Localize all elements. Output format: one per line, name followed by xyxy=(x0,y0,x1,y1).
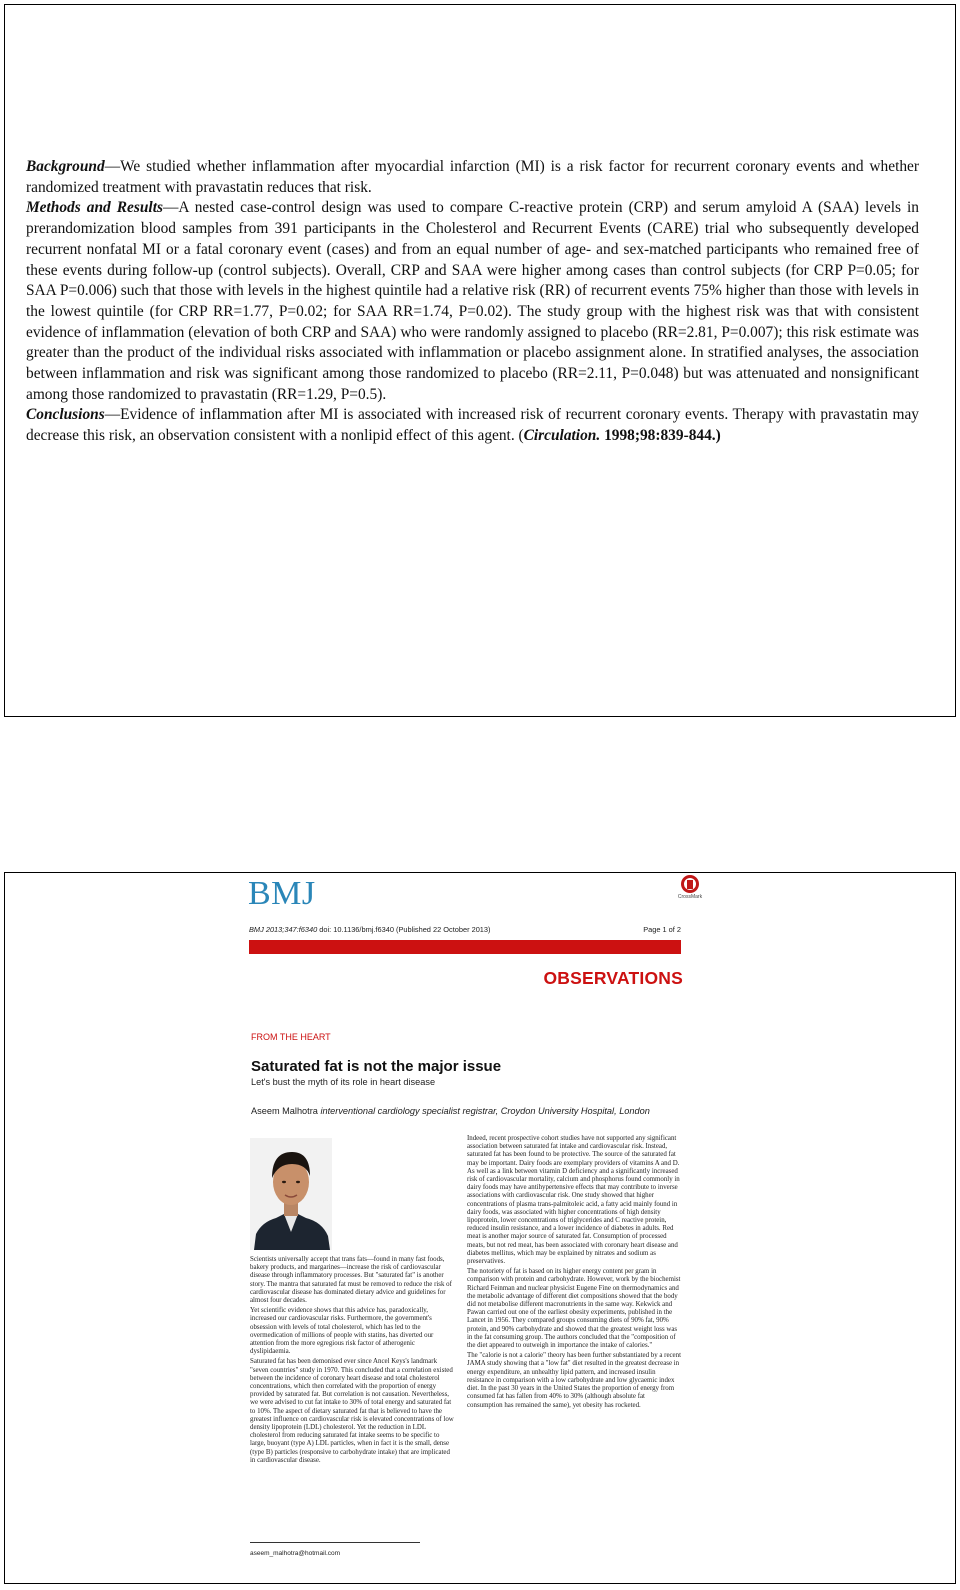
kicker: FROM THE HEART xyxy=(251,1032,331,1042)
article-column-right xyxy=(467,1135,681,1412)
paragraph: Saturated fat has been demonised ever since Ancel Keys's landmark "seven countries" study in 1970. This concluded that a correlation existed between the incidence of coronary heart disease and total cholesterol concentrations, which then correlated with the proportion of energy provided by saturated fat. But correlation is not causation. Nevertheless, we were advised to cut fat intake to 30% of total energy and saturated fat to 10%. The aspect of dietary saturated fat that is believed to have the greatest influence on cardiovascular risk is elevated concentrations of low density lipoprotein (LDL) cholesterol. Yet the reduction in LDL cholesterol from reducing saturated fat intake seems to be specific to large, buoyant (type A) LDL particles, when in fact it is the small, dense (type B) particles (responsive to carbohydrate intake) that are implicated in cardiovascular disease. xyxy=(250,1358,454,1464)
author-portrait-image xyxy=(250,1138,332,1250)
article-subtitle: Let's bust the myth of its role in heart disease xyxy=(251,1077,436,1087)
background-text: —We studied whether inflammation after myocardial infarction (MI) is a risk factor for recurrent coronary events and whether randomized treatment with pravastatin reduces that risk. xyxy=(26,158,919,196)
journal-ref: BMJ 2013;347:f6340 xyxy=(249,925,318,934)
paragraph: The "calorie is not a calorie" theory has been further substantiated by a recent JAMA study showing that a "low fat" diet resulted in the greatest decrease in energy expenditure, an unhealthy lipid pattern, and increased insulin resistance in comparison with a low carbohydrate and low glycaemic index diet. In the past 30 years in the United States the proportion of energy from consumed fat has fallen from 40% to 30% (although absolute fat consumption has remained the same), yet obesity has rocketed. xyxy=(467,1352,681,1409)
abstract-background xyxy=(26,157,919,198)
abstract-methods xyxy=(26,198,919,405)
section-heading: OBSERVATIONS xyxy=(543,968,683,988)
bmj-logo: BMJ xyxy=(248,875,316,912)
crossmark-label: CrossMark xyxy=(677,894,703,900)
paragraph: Indeed, recent prospective cohort studies have not supported any significant association between saturated fat intake and cardiovascular risk. Instead, saturated fat has been found to be protective. The source of the saturated fat may be important. Dairy foods are exemplary providers of vitamins A and D. As well as a link between vitamin D deficiency and a significantly increased risk of cardiovascular mortality, calcium and phosphorus found commonly in dairy foods may have antihypertensive effects that may contribute to inverse associations with cardiovascular risk. One study showed that higher concentrations of plasma trans-palmitoleic acid, a fatty acid mainly found in dairy foods, was associated with higher concentrations of high density lipoprotein, lower concentrations of triglycerides and C reactive protein, reduced insulin resistance, and a lower incidence of diabetes in adults. Red meat is another major source of saturated fat. Consumption of processed meats, but not red meat, has been associated with coronary heart disease and diabetes mellitus, which may be explained by nitrates and sodium as preservatives. xyxy=(467,1135,680,1266)
author-email[interactable]: aseem_malhotra@hotmail.com xyxy=(250,1550,341,1557)
paragraph: Yet scientific evidence shows that this advice has, paradoxically, increased our cardiovascular risks. Furthermore, the government's obsession with levels of total cholesterol, which has led to the overmedication of millions of people with statins, has diverted our attention from the more egregious risk factor of atherogenic dyslipidaemia. xyxy=(250,1307,434,1356)
citation-ref: 1998;98:839-844.) xyxy=(604,427,721,445)
conclusions-text: —Evidence of inflammation after MI is associated with increased risk of recurrent coronary events. Therapy with pravastatin may decrease this risk, an observation consistent with a nonlipid effect of this agent. ( xyxy=(26,406,919,445)
paragraph: The notoriety of fat is based on its higher energy content per gram in comparison with protein and carbohydrate. However, work by the biochemist Richard Feinman and nuclear physicist Eugene Fine on thermodynamics and the metabolic advantage of different diet compositions showed that the body did not metabolise different macronutrients in the same way. Kekwick and Pawan carried out one of the earliest obesity experiments, published in the Lancet in 1956. They compared groups consuming diets of 90% fat, 90% protein, and 90% carbohydrate and showed that the greatest weight loss was in the fat consuming group. The authors concluded that the "composition of the diet appeared to outweigh in importance the intake of calories." xyxy=(467,1268,681,1350)
abstract-page xyxy=(4,4,956,717)
published-date: (Published 22 October 2013) xyxy=(396,925,491,934)
methods-text: —A nested case-control design was used to compare C-reactive protein (CRP) and serum amyloid A (SAA) levels in prerandomization blood samples from 391 participants in the Cholesterol and Recurrent Events (CARE) trial who subsequently developed recurrent nonfatal MI or a fatal coronary event (cases) and from an equal number of age- and sex-matched participants who remained free of these events during follow-up (control subjects). Overall, CRP and SAA were higher among cases than control subjects (for CRP P=0.05; for SAA P=0.006) such that those with levels in the highest quintile had a relative risk (RR) of recurrent events 75% higher than those with levels in the lowest quintile (for CRP RR=1.77, P=0.02; for SAA RR=1.74, P=0.02). The study group with the highest risk was that with consistent evidence of inflammation (elevation of both CRP and SAA) who were randomly assigned to placebo (RR=2.81, P=0.007); this risk estimate was greater than the product of the individual risks associated with inflammation or placebo assignment alone. In stratified analyses, the association between inflammation and risk was significant among those randomized to placebo (RR=2.11, P=0.048) but was attenuated and nonsignificant among those randomized to pravastatin (RR=1.29, P=0.5). xyxy=(26,199,919,403)
citation-journal: Circulation. xyxy=(523,427,601,445)
author-name: Aseem Malhotra xyxy=(251,1106,318,1116)
bmj-article-page xyxy=(4,872,956,1584)
abstract-block xyxy=(26,157,919,447)
author-affiliation: interventional cardiology specialist registrar, Croydon University Hospital, London xyxy=(320,1106,650,1116)
methods-heading: Methods and Results xyxy=(26,199,163,217)
article-meta xyxy=(249,925,681,934)
article-title: Saturated fat is not the major issue xyxy=(251,1058,502,1075)
conclusions-heading: Conclusions xyxy=(26,406,105,424)
paragraph: Scientists universally accept that trans fats—found in many fast foods, bakery products, and margarines—increase the risk of cardiovascular disease through inflammatory processes. But "saturated fat" is another story. The mantra that saturated fat must be removed to reduce the risk of cardiovascular disease has dominated dietary advice and guidelines for almost four decades. xyxy=(250,1256,452,1305)
page-number: Page 1 of 2 xyxy=(643,925,681,934)
abstract-conclusions xyxy=(26,405,919,446)
crossmark-badge xyxy=(681,875,699,893)
crossmark-icon[interactable] xyxy=(673,875,707,900)
background-heading: Background xyxy=(26,158,105,175)
byline xyxy=(251,1106,650,1116)
header-red-bar xyxy=(249,940,681,954)
author-photo xyxy=(250,1138,332,1250)
article-column-left xyxy=(250,1256,454,1467)
footnote-divider xyxy=(250,1542,420,1543)
doi: doi: 10.1136/bmj.f6340 xyxy=(319,925,394,934)
